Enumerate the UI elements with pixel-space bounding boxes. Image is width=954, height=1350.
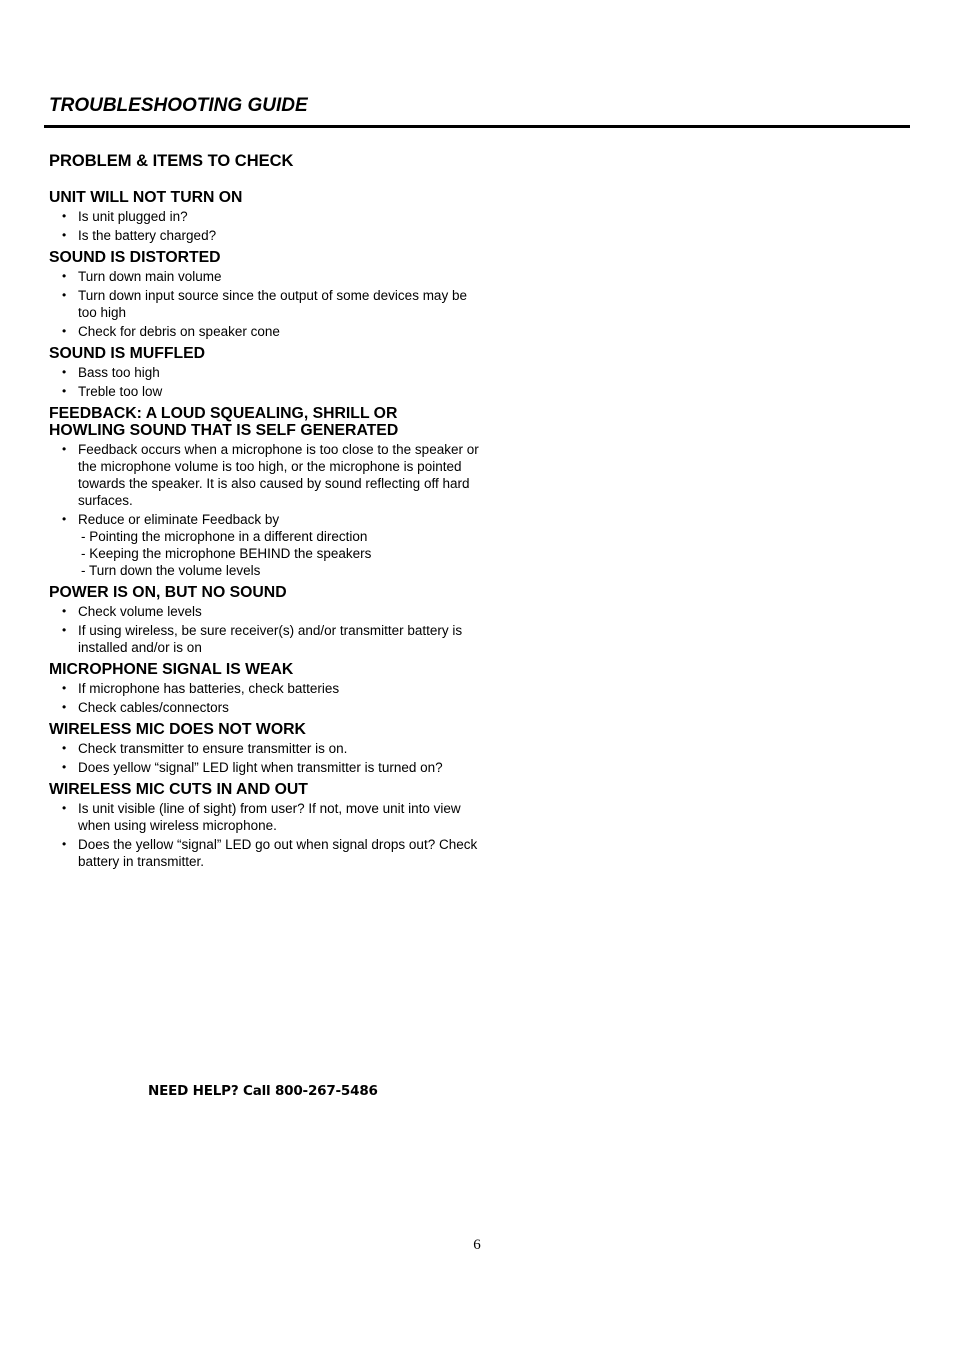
bullet-icon: • [62, 604, 67, 618]
help-phone-text: NEED HELP? Call 800-267-5486 [148, 1083, 378, 1099]
list-item: • Is unit visible (line of sight) from user? If not, move unit into view when using wireless microphone. [62, 801, 461, 833]
section-heading: SOUND IS DISTORTED [49, 249, 221, 266]
bullet-icon: • [62, 801, 67, 815]
section-heading: SOUND IS MUFFLED [49, 345, 206, 362]
section-feedback [49, 405, 489, 579]
item-list [49, 740, 489, 776]
bullet-icon: • [62, 324, 67, 338]
bullet-icon: • [62, 741, 67, 755]
list-item: • Turn down input source since the output of some devices may be too high [62, 288, 467, 320]
section-wireless-mic-not-work [49, 721, 489, 776]
sub-item: - Keeping the microphone BEHIND the speakers [81, 546, 372, 561]
list-item: • Check transmitter to ensure transmitter is on. [62, 741, 348, 756]
sub-item: - Pointing the microphone in a different direction [81, 529, 368, 544]
section-microphone-signal-weak [49, 661, 489, 716]
bullet-icon: • [62, 837, 67, 851]
item-list [49, 364, 489, 400]
section-heading: WIRELESS MIC CUTS IN AND OUT [49, 781, 308, 798]
section-heading: WIRELESS MIC DOES NOT WORK [49, 721, 306, 738]
page-number: 6 [473, 1237, 481, 1253]
bullet-icon: • [62, 288, 67, 302]
list-item: • If using wireless, be sure receiver(s) and/or transmitter battery is installed and/or is on [62, 623, 463, 655]
list-item: • Check volume levels [62, 604, 202, 619]
bullet-icon: • [62, 365, 67, 379]
list-item: • Check cables/connectors [62, 700, 229, 715]
list-item: • Does the yellow “signal” LED go out when signal drops out? Check battery in transmitter. [62, 837, 478, 869]
item-list [49, 208, 489, 244]
bullet-icon: • [62, 512, 67, 526]
list-item: • If microphone has batteries, check batteries [62, 681, 340, 696]
section-wireless-mic-cuts [49, 781, 489, 870]
section-heading: FEEDBACK: A LOUD SQUEALING, SHRILL OR HOWLING SOUND THAT IS SELF GENERATED [49, 405, 399, 439]
bullet-icon: • [62, 209, 67, 223]
item-list [49, 680, 489, 716]
list-item: • Is the battery charged? [62, 228, 217, 243]
list-item: • Is unit plugged in? [62, 209, 188, 224]
section-power-on-no-sound [49, 584, 489, 656]
bullet-icon: • [62, 442, 67, 456]
item-list [49, 441, 489, 579]
page-title: TROUBLESHOOTING GUIDE [49, 95, 308, 116]
item-list [49, 800, 489, 870]
section-sound-is-muffled [49, 345, 489, 400]
bullet-icon: • [62, 228, 67, 242]
list-item: • Does yellow “signal” LED light when transmitter is turned on? [62, 760, 443, 775]
section-unit-will-not-turn-on [49, 189, 489, 244]
troubleshooting-content [49, 189, 489, 875]
section-subtitle: PROBLEM & ITEMS TO CHECK [49, 152, 294, 170]
bullet-icon: • [62, 760, 67, 774]
bullet-icon: • [62, 681, 67, 695]
section-heading: MICROPHONE SIGNAL IS WEAK [49, 661, 294, 678]
sub-item: - Turn down the volume levels [81, 563, 261, 578]
section-sound-is-distorted [49, 249, 489, 340]
section-heading: POWER IS ON, BUT NO SOUND [49, 584, 287, 601]
list-item: • Treble too low [62, 384, 163, 399]
bullet-icon: • [62, 384, 67, 398]
list-item: • Feedback occurs when a microphone is too close to the speaker or the microphone volume is too high, or the microphone is pointed towards the speaker. It is also caused by sound reflecting off hard surfaces. [62, 442, 479, 508]
item-list [49, 268, 489, 340]
list-item: • Turn down main volume [62, 269, 222, 284]
section-heading: UNIT WILL NOT TURN ON [49, 189, 243, 206]
bullet-icon: • [62, 269, 67, 283]
list-item: • Bass too high [62, 365, 160, 380]
bullet-icon: • [62, 700, 67, 714]
list-item: • Check for debris on speaker cone [62, 324, 280, 339]
bullet-icon: • [62, 623, 67, 637]
item-list [49, 603, 489, 656]
list-item: • Reduce or eliminate Feedback by - Pointing the microphone in a different direction - Keeping the microphone BEHIND the speakers - Turn down the volume levels [78, 511, 489, 579]
title-divider [44, 125, 910, 128]
